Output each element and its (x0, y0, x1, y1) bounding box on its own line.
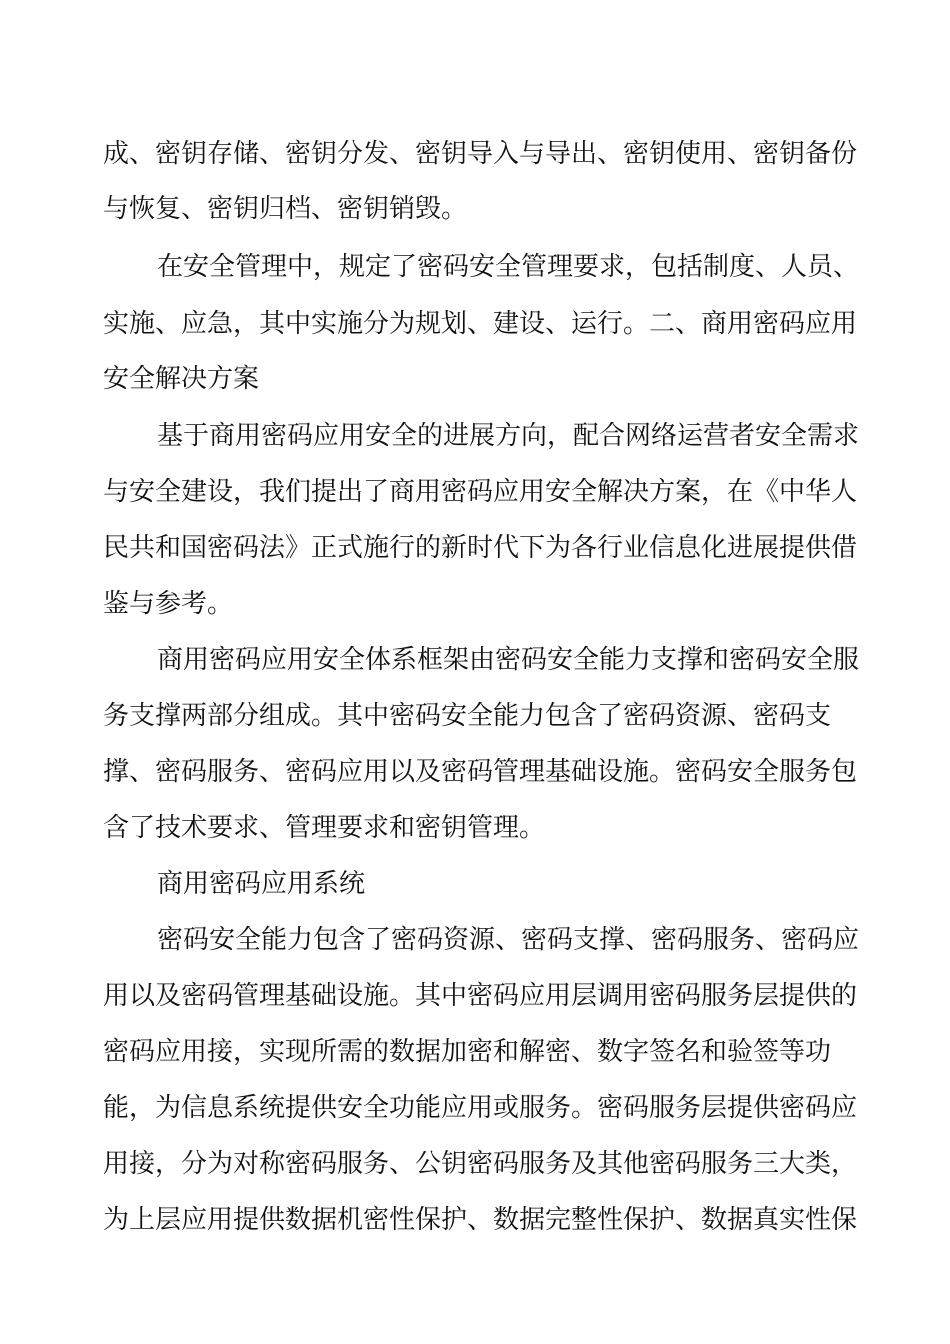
text-line: 成、密钥存储、密钥分发、密钥导入与导出、密钥使用、密钥备份 (103, 139, 858, 169)
paragraph-start-line: 商用密码应用安全体系框架由密码安全能力支撑和密码安全服 (157, 645, 860, 675)
text-line: 为上层应用提供数据机密性保护、数据完整性保护、数据真实性保 (103, 1205, 858, 1235)
paragraph-start-line: 基于商用密码应用安全的进展方向，配合网络运营者安全需求 (157, 421, 860, 451)
text-line: 鉴与参考。 (103, 589, 234, 619)
text-line: 与安全建设，我们提出了商用密码应用安全解决方案，在《中华人 (103, 477, 858, 507)
text-line: 用以及密码管理基础设施。其中密码应用层调用密码服务层提供的 (103, 981, 858, 1011)
text-line: 密码应用接，实现所需的数据加密和解密、数字签名和验签等功 (103, 1037, 832, 1067)
text-line: 含了技术要求、管理要求和密钥管理。 (103, 813, 546, 843)
section-heading-line: 商用密码应用系统 (157, 869, 366, 899)
text-line: 民共和国密码法》正式施行的新时代下为各行业信息化进展提供借 (103, 533, 858, 563)
text-line: 务支撑两部分组成。其中密码安全能力包含了密码资源、密码支 (103, 701, 832, 731)
text-line: 撑、密码服务、密码应用以及密码管理基础设施。密码安全服务包 (103, 757, 858, 787)
paragraph-start-line: 在安全管理中，规定了密码安全管理要求，包括制度、人员、 (157, 252, 860, 282)
text-line: 能，为信息系统提供安全功能应用或服务。密码服务层提供密码应 (103, 1093, 858, 1123)
text-line: 用接，分为对称密码服务、公钥密码服务及其他密码服务三大类， (103, 1149, 858, 1179)
text-line: 与恢复、密钥归档、密钥销毁。 (103, 194, 468, 224)
text-line: 实施、应急，其中实施分为规划、建设、运行。二、商用密码应用 (103, 309, 858, 339)
paragraph-start-line: 密码安全能力包含了密码资源、密码支撑、密码服务、密码应 (157, 925, 860, 955)
text-line: 安全解决方案 (103, 364, 260, 394)
